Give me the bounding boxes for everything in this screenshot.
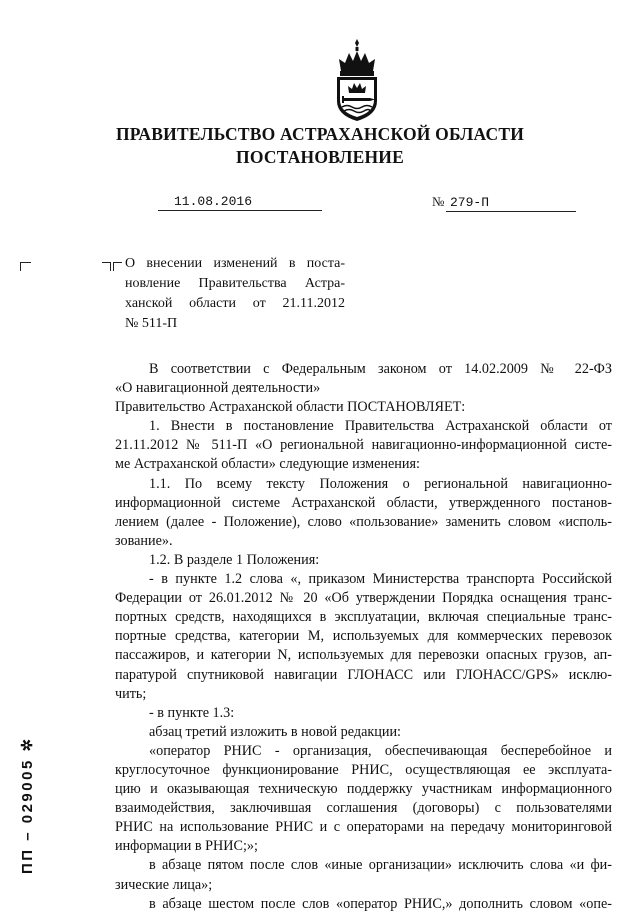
subject-line: ханской области от 21.11.2012 bbox=[125, 296, 345, 311]
document-subject bbox=[125, 254, 345, 334]
body-text-line: ме Астраханской области» следующие изменения: bbox=[115, 456, 420, 473]
subject-line: № 511-П bbox=[125, 316, 178, 331]
body-text-line: зование». bbox=[115, 532, 173, 549]
body-text-line: «оператор РНИС - организация, обеспечивающая бесперебойное и bbox=[149, 742, 612, 759]
body-text-line: информации в РНИС;»; bbox=[115, 838, 258, 855]
body-text-line: В соответствии с Федеральным законом от 14.02.2009 № 22-ФЗ bbox=[149, 361, 612, 377]
corner-bracket-left bbox=[20, 262, 31, 271]
body-text-line: портных средств, находящихся в эксплуатации, включая специальные транс- bbox=[115, 609, 612, 626]
document-body bbox=[115, 360, 612, 914]
body-text-line: в абзаце шестом после слов «оператор РНИС,» дополнить словом «опе- bbox=[149, 895, 612, 912]
government-name: ПРАВИТЕЛЬСТВО АСТРАХАНСКОЙ ОБЛАСТИ bbox=[115, 124, 525, 144]
body-text-line: 1. Внести в постановление Правительства Астраханской области от bbox=[149, 418, 612, 435]
corner-bracket-right bbox=[102, 262, 111, 271]
body-text-line: 21.11.2012 № 511-П «О региональной навигационно-информационной систе- bbox=[115, 437, 612, 454]
body-text-line: - в пункте 1.2 слова «, приказом Министерства транспорта Российской bbox=[149, 571, 612, 588]
body-text-line: паратурой спутниковой навигации ГЛОНАСС или ГЛОНАСС/GPS» исклю- bbox=[115, 666, 612, 683]
coat-of-arms-emblem bbox=[327, 37, 387, 123]
body-text-line: взаимодействия, заключившая соглашения (договоры) с пользователями bbox=[115, 800, 612, 817]
body-text-line: абзац третий изложить в новой редакции: bbox=[149, 723, 401, 740]
body-text-line: 1.1. По всему тексту Положения о региональной навигационно- bbox=[149, 475, 612, 492]
body-text-line: - в пункте 1.3: bbox=[149, 704, 235, 721]
subject-line: новление Правительства Астра- bbox=[125, 276, 345, 291]
subject-line: О внесении изменений в поста- bbox=[125, 256, 345, 271]
body-text-line: информационной системе Астраханской области, утвержденного постанов- bbox=[115, 494, 612, 511]
number-value: 279-П bbox=[446, 194, 576, 212]
body-text-line: чить; bbox=[115, 685, 147, 702]
body-text-line: цию и оказывающая техническую поддержку участникам информационного bbox=[115, 781, 612, 798]
document-number bbox=[432, 193, 576, 210]
corner-bracket-left-inner bbox=[113, 262, 122, 271]
body-text-line: зические лица»; bbox=[115, 876, 213, 893]
form-serial-number: ПП – 029005 ✲ bbox=[19, 736, 36, 874]
document-header bbox=[0, 123, 640, 169]
document-type: ПОСТАНОВЛЕНИЕ bbox=[236, 147, 404, 167]
number-label: № bbox=[432, 194, 445, 209]
body-text-line: Федерации от 26.01.2012 № 20 «Об утверждении Порядка оснащения транс- bbox=[115, 590, 612, 607]
body-text-line: РНИС на использование РНИС и с операторами на передачу мониторинговой bbox=[115, 819, 612, 836]
body-text-line: «О навигационной деятельности» bbox=[115, 380, 321, 397]
body-text-line: круглосуточное функционирование РНИС, осуществляющая ее эксплуата- bbox=[115, 761, 612, 778]
document-date: 11.08.2016 bbox=[158, 193, 322, 211]
body-text-line: портные средства, категории М, используемых для коммерческих перевозок bbox=[115, 628, 612, 645]
body-text-line: 1.2. В разделе 1 Положения: bbox=[149, 551, 320, 568]
body-text-line: пассажиров, и категории N, используемых для перевозки опасных грузов, ап- bbox=[115, 647, 612, 664]
body-text-line: Правительство Астраханской области ПОСТАНОВЛЯЕТ: bbox=[115, 399, 466, 416]
body-text-line: в абзаце пятом после слов «иные организации» исключить слова «и фи- bbox=[149, 857, 612, 874]
body-text-line: лением (далее - Положение), слово «пользование» заменить словом «исполь- bbox=[115, 513, 612, 530]
